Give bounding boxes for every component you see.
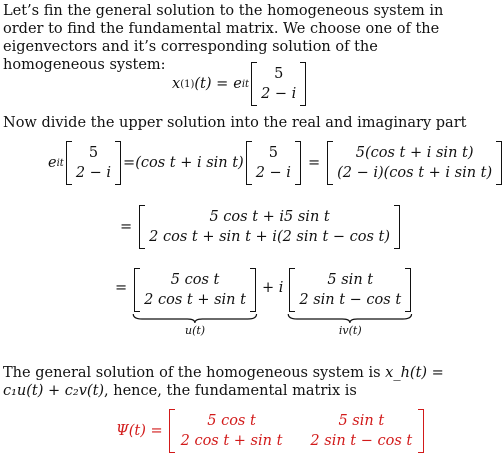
equals-sign: = (307, 155, 321, 171)
intro-paragraph: Let’s fin the general solution to the homogeneous system in order to find the fundamental matrix. We choose one of the eigenvectors and it’s corresponding solution of the homogeneous system: (3, 3, 444, 73)
vector-entry-2: 2 − i (261, 86, 297, 102)
exp-base: e (48, 155, 57, 171)
psi-lhs: Ψ(t) = (116, 423, 163, 439)
product-bracket (327, 141, 502, 185)
fundamental-matrix-equation (116, 409, 426, 453)
imag-entry-1: 5 sin t (327, 272, 374, 288)
combined-bracket (139, 205, 400, 249)
expansion-equation (48, 141, 504, 185)
combined-entry-2: 2 cos t + sin t + i(2 sin t − cos t) (149, 229, 391, 245)
vector-entry-2: 2 − i (255, 165, 291, 181)
x-symbol: x (172, 76, 181, 92)
conclusion-text-b: , hence, the fundamental matrix is (104, 383, 357, 399)
product-entry-2: (2 − i)(cos t + i sin t) (337, 165, 493, 181)
divide-paragraph: Now divide the upper solution into the real and imaginary part (3, 115, 467, 131)
vector-bracket (66, 141, 121, 185)
vector-entry-1: 5 (274, 66, 284, 82)
equals-sign: = (115, 280, 128, 296)
imag-entry-2: 2 sin t − cos t (299, 292, 402, 308)
underbrace-icon (287, 314, 413, 323)
plus-i: + i (261, 280, 284, 296)
exp-base: e (233, 76, 242, 92)
split-equation (110, 268, 413, 337)
v-label: iv(t) (338, 324, 362, 337)
imag-part-bracket (289, 268, 411, 312)
fundamental-matrix-bracket (169, 409, 425, 453)
real-part-bracket (134, 268, 256, 312)
eq1-lhs-tail: (t) = (194, 76, 229, 92)
conclusion-paragraph (3, 364, 472, 400)
vector-entry-1: 5 (268, 145, 278, 161)
combined-entry-1: 5 cos t + i5 sin t (209, 209, 330, 225)
general-solution-formula: x_h(t) = c₁u(t) + c₂v(t) (3, 365, 444, 399)
real-entry-1: 5 cos t (170, 272, 220, 288)
trig-factor: =(cos t + i sin t) (123, 155, 244, 171)
vector-bracket-repeat (246, 141, 301, 185)
combined-equation (115, 205, 402, 249)
matrix-entry-21: 2 cos t + sin t (180, 433, 283, 449)
eigen-solution-equation (172, 62, 308, 106)
exp-power: it (241, 78, 250, 90)
exp-power: it (56, 157, 64, 169)
eigenvector-bracket (251, 62, 306, 106)
vector-entry-1: 5 (88, 145, 99, 161)
equals-sign: = (120, 219, 133, 235)
imag-part-group (287, 268, 413, 337)
matrix-entry-22: 2 sin t − cos t (310, 433, 413, 449)
product-entry-1: 5(cos t + i sin t) (355, 145, 474, 161)
real-entry-2: 2 cos t + sin t (144, 292, 246, 308)
underbrace-icon (132, 314, 258, 323)
vector-entry-2: 2 − i (75, 165, 112, 181)
real-part-group (132, 268, 258, 337)
superscript-one: (1) (180, 78, 195, 90)
matrix-entry-11: 5 cos t (207, 413, 256, 429)
u-label: u(t) (185, 324, 206, 337)
conclusion-text-a: The general solution of the homogeneous system is (3, 365, 386, 381)
matrix-entry-12: 5 sin t (338, 413, 385, 429)
